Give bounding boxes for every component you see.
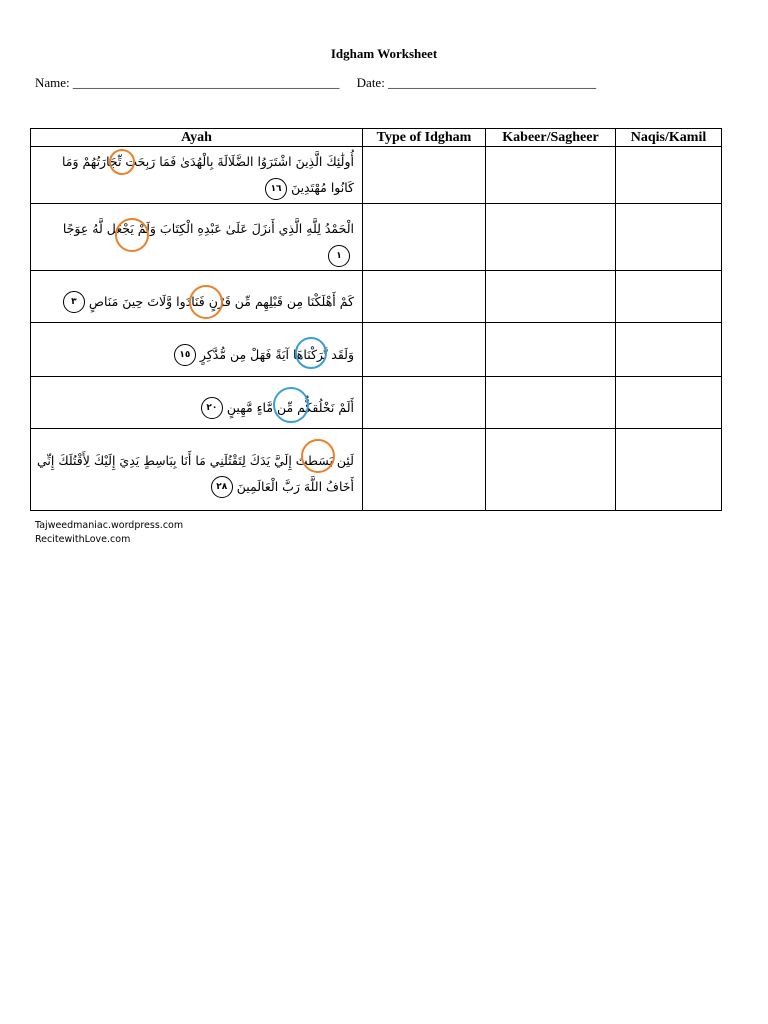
ayah-text: وَلَقَد تَّرَكْنَاهَا آيَةً فَهَلْ مِن مُّدَّكِرٍ١٥ xyxy=(31,330,362,370)
ayah-number-badge: ١٥ xyxy=(174,344,196,366)
name-label: Name: xyxy=(35,75,70,90)
kabeer-sagheer-answer-cell[interactable] xyxy=(486,271,616,323)
ayah-number-badge: ٢٨ xyxy=(211,476,233,498)
table-row xyxy=(31,323,722,377)
idgham-table xyxy=(30,128,722,511)
table-header-row xyxy=(31,129,722,147)
table-row xyxy=(31,377,722,429)
type-answer-cell[interactable] xyxy=(363,323,486,377)
ayah-cell xyxy=(31,429,363,511)
col-header-kabeer-sagheer: Kabeer/Sagheer xyxy=(486,129,616,147)
worksheet-title: Idgham Worksheet xyxy=(330,46,438,61)
kabeer-sagheer-answer-cell[interactable] xyxy=(486,323,616,377)
ayah-cell xyxy=(31,147,363,204)
naqis-kamil-answer-cell[interactable] xyxy=(616,377,722,429)
ayah-number-badge: ٣ xyxy=(63,291,85,313)
type-answer-cell[interactable] xyxy=(363,271,486,323)
kabeer-sagheer-answer-cell[interactable] xyxy=(486,429,616,511)
date-line[interactable]: ________________________________ xyxy=(388,75,597,90)
ayah-number-badge: ١٦ xyxy=(265,178,287,200)
col-header-ayah: Ayah xyxy=(31,129,363,147)
ayah-text: لَئِن بَسَطتَ إِلَيَّ يَدَكَ لِتَقْتُلَنِي مَا أَنَا بِبَاسِطٍ يَدِيَ إِلَيْكَ لِأَقْتُلَكَ إِنِّي أَخَافُ اللَّهَ رَبَّ الْعَالَمِينَ٢٨ xyxy=(31,438,362,502)
ayah-text: أَلَمْ نَخْلُقكُّم مِّن مَّاءٍ مَّهِينٍ٢٠ xyxy=(31,383,362,423)
table-row xyxy=(31,271,722,323)
ayah-text: كَمْ أَهْلَكْنَا مِن قَبْلِهِم مِّن قَرْنٍ فَنَادَوا وَّلَاتَ حِينَ مَنَاصٍ٣ xyxy=(31,277,362,317)
ayah-cell xyxy=(31,271,363,323)
col-header-naqis-kamil: Naqis/Kamil xyxy=(616,129,722,147)
footer-link[interactable]: Tajweedmaniac.wordpress.com xyxy=(35,520,184,531)
ayah-cell xyxy=(31,204,363,271)
date-label: Date: xyxy=(356,75,385,90)
type-answer-cell[interactable] xyxy=(363,377,486,429)
table-row xyxy=(31,429,722,511)
naqis-kamil-answer-cell[interactable] xyxy=(616,204,722,271)
ayah-cell xyxy=(31,377,363,429)
ayah-text: أُولَٰئِكَ الَّذِينَ اشْتَرَوُا الضَّلَالَةَ بِالْهُدَىٰ فَمَا رَبِحَت تِّجَارَتُهُمْ وَمَا كَانُوا مُهْتَدِينَ١٦ xyxy=(31,147,362,203)
table-row xyxy=(31,204,722,271)
table-row xyxy=(31,147,722,204)
type-answer-cell[interactable] xyxy=(363,204,486,271)
kabeer-sagheer-answer-cell[interactable] xyxy=(486,147,616,204)
name-line[interactable]: _________________________________________ xyxy=(72,75,340,90)
ayah-number-badge: ١ xyxy=(328,245,350,267)
ayah-text: الْحَمْدُ لِلَّهِ الَّذِي أَنزَلَ عَلَىٰ عَبْدِهِ الْكِتَابَ وَلَمْ يَجْعَل لَّهُ عِوَجًا١ xyxy=(31,204,362,270)
col-header-type: Type of Idgham xyxy=(363,129,486,147)
type-answer-cell[interactable] xyxy=(363,147,486,204)
kabeer-sagheer-answer-cell[interactable] xyxy=(486,377,616,429)
type-answer-cell[interactable] xyxy=(363,429,486,511)
name-date-fields xyxy=(35,75,596,91)
ayah-number-badge: ٢٠ xyxy=(201,397,223,419)
kabeer-sagheer-answer-cell[interactable] xyxy=(486,204,616,271)
naqis-kamil-answer-cell[interactable] xyxy=(616,429,722,511)
footer-link[interactable]: RecitewithLove.com xyxy=(35,534,131,545)
naqis-kamil-answer-cell[interactable] xyxy=(616,323,722,377)
naqis-kamil-answer-cell[interactable] xyxy=(616,271,722,323)
ayah-cell xyxy=(31,323,363,377)
footer-credits xyxy=(35,519,183,547)
naqis-kamil-answer-cell[interactable] xyxy=(616,147,722,204)
